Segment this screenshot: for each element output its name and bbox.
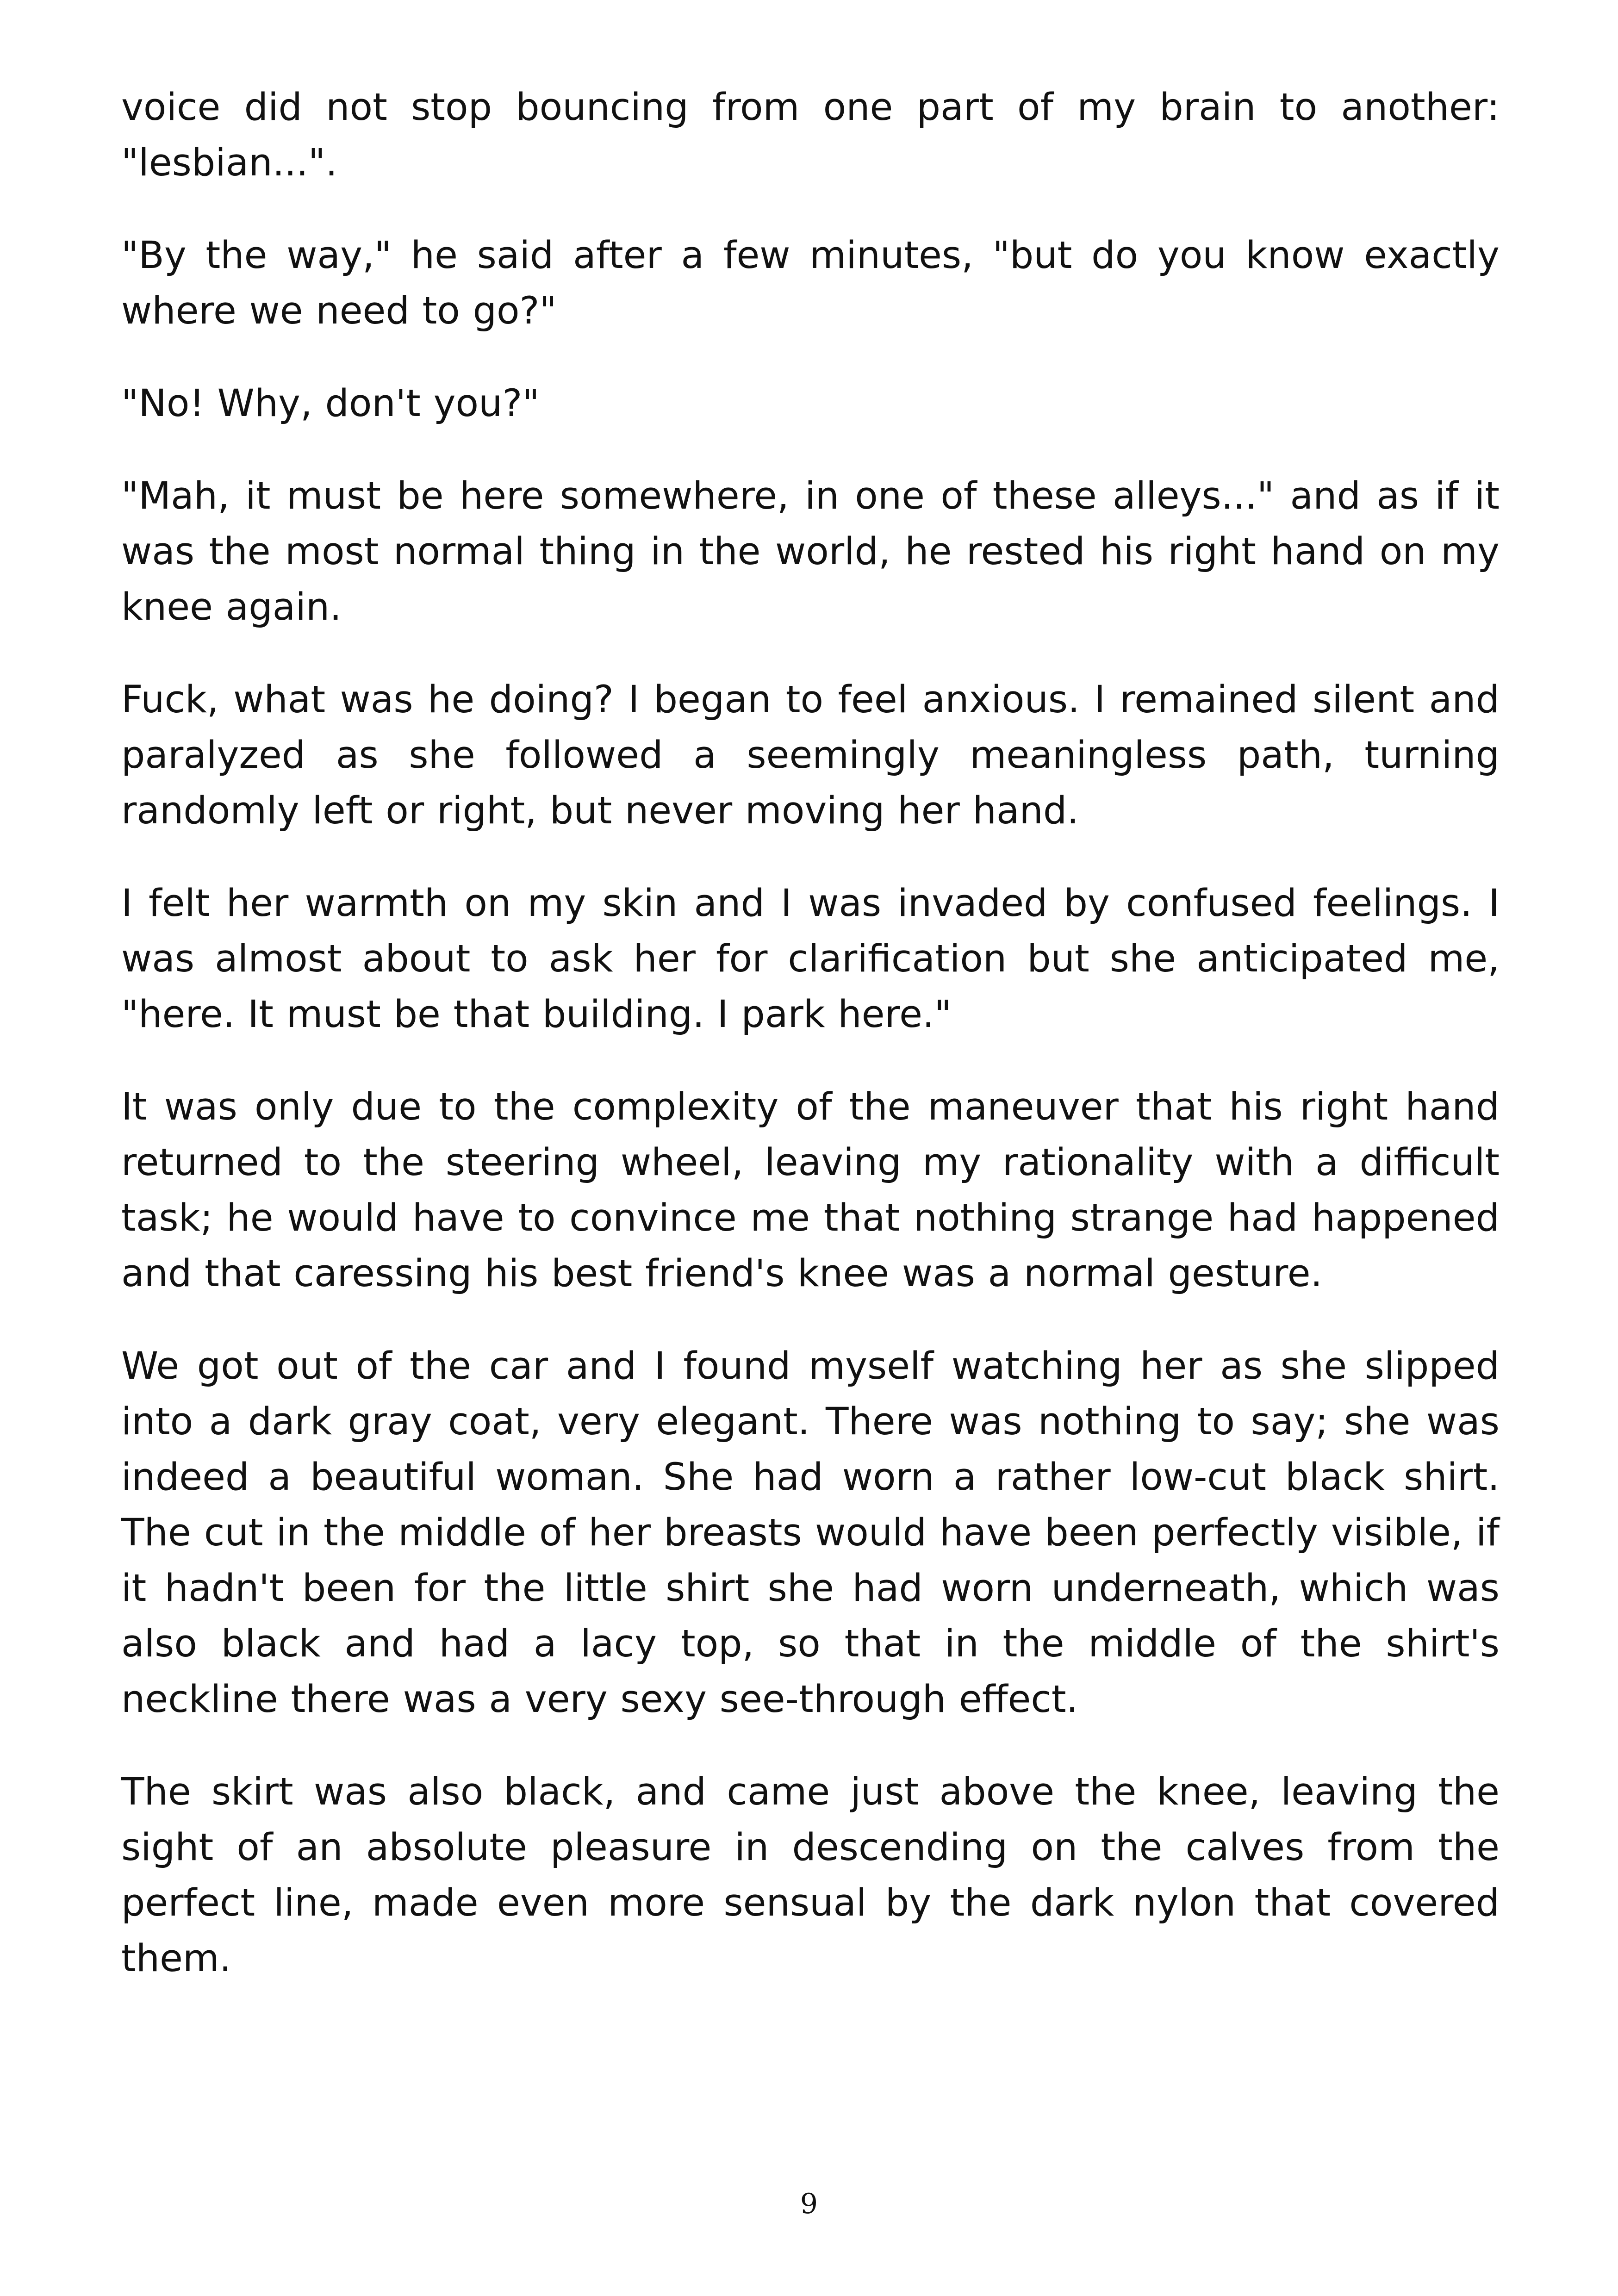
paragraph-6: I felt her warmth on my skin and I was invaded by confused feelings. I was almost about to ask her for clarification but she anticipated me, "here. It must be that building. I park here." [121,882,1500,1036]
page-number: 9 [800,2188,818,2220]
paragraph-3: "No! Why, don't you?" [121,382,540,425]
paragraph-8: We got out of the car and I found myself watching her as she slipped into a dark gray coat, very elegant. There was nothing to say; she was indeed a beautiful woman. She had worn a rather low-cut black shirt. The cut in the middle of her breasts would have been perfectly visible, if it hadn't been for the little shirt she had worn underneath, which was also black and had a lacy top, so that in the middle of the shirt's neckline there was a very sexy see-through effect. [121,1344,1500,1721]
paragraph-5: Fuck, what was he doing? I began to feel anxious. I remained silent and paralyzed as she followed a seemingly meaningless path, turning randomly left or right, but never moving her hand. [121,678,1500,833]
paragraph-1: voice did not stop bouncing from one part of my brain to another: "lesbian...". [121,86,1500,185]
paragraph-7: It was only due to the complexity of the maneuver that his right hand returned to the steering wheel, leaving my rationality with a difficult task; he would have to convince me that nothing strange had happened and that caressing his best friend's knee was a normal gesture. [121,1085,1500,1295]
body-text [121,80,1500,2023]
paragraph-9: The skirt was also black, and came just above the knee, leaving the sight of an absolute pleasure in descending on the calves from the perfect line, made even more sensual by the dark nylon that covered them. [121,1770,1500,1980]
paragraph-2: "By the way," he said after a few minutes, "but do you know exactly where we need to go?" [121,234,1500,333]
paragraph-4: "Mah, it must be here somewhere, in one of these alleys..." and as if it was the most normal thing in the world, he rested his right hand on my knee again. [121,474,1500,629]
